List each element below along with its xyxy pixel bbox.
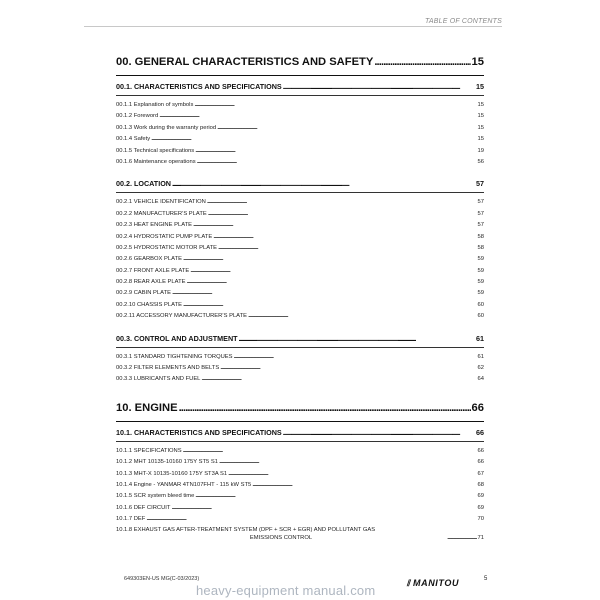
section-page: 66 [476, 427, 484, 437]
toc-item[interactable] [116, 157, 484, 168]
toc-item[interactable] [116, 363, 484, 374]
item-page: 15 [477, 124, 484, 131]
toc-item[interactable] [116, 123, 484, 134]
item-page: 59 [477, 267, 484, 274]
item-page: 15 [477, 136, 484, 143]
toc-item[interactable] [116, 266, 484, 277]
leader-dots [183, 300, 477, 311]
item-page: 59 [477, 279, 484, 286]
section-page: 15 [476, 82, 484, 91]
leader-dots [239, 334, 475, 343]
section-title: 00.2. LOCATION [116, 179, 171, 189]
leader-dots [171, 503, 476, 514]
section-title: 00.3. CONTROL AND ADJUSTMENT [116, 333, 238, 343]
page-number: 5 [484, 576, 488, 582]
item-page: 59 [477, 290, 484, 297]
item-page: 69 [477, 493, 484, 500]
leader-dots [195, 491, 476, 502]
toc-item[interactable] [116, 134, 484, 145]
leader-dots [183, 446, 477, 457]
document-code: 649303EN-US MG(C-03/2023) [124, 576, 200, 582]
leader-dots [197, 157, 477, 168]
toc-item[interactable] [116, 300, 484, 311]
leader-dots [179, 402, 471, 414]
logo-text: MANITOU [413, 578, 460, 588]
item-page: 71 [477, 534, 484, 541]
chapter-page: 66 [471, 401, 484, 414]
spacer [116, 386, 484, 398]
leader-dots [248, 311, 477, 322]
item-label: 00.2.5 HYDROSTATIC MOTOR PLATE [116, 244, 218, 251]
item-page: 59 [477, 256, 484, 263]
toc-item[interactable] [116, 197, 484, 208]
leader-dots [234, 352, 477, 363]
item-page: 15 [477, 113, 484, 120]
item-label: 00.1.4 Safety [116, 136, 151, 143]
item-label: 00.2.9 CABIN PLATE [116, 290, 171, 297]
item-page: 56 [477, 158, 484, 165]
chapter-title: 00. GENERAL CHARACTERISTICS AND SAFETY [116, 56, 374, 68]
leader-dots [283, 82, 475, 91]
leader-dots [252, 480, 476, 491]
item-label: 10.1.5 SCR system bleed time [116, 493, 195, 500]
item-page: 57 [477, 199, 484, 206]
section-divider [116, 441, 484, 442]
item-label: 00.3.3 LUBRICANTS AND FUEL [116, 376, 201, 383]
header-title: TABLE OF CONTENTS [421, 18, 502, 25]
toc-chapter-00[interactable] [116, 56, 484, 72]
item-label: 00.2.6 GEARBOX PLATE [116, 256, 182, 263]
leader-dots [208, 209, 477, 220]
item-page: 70 [477, 516, 484, 523]
item-page: 66 [477, 447, 484, 454]
toc-item[interactable] [116, 446, 484, 457]
section-page: 61 [476, 333, 484, 343]
leader-dots [172, 179, 475, 188]
leader-dots [217, 123, 476, 134]
item-page: 66 [477, 459, 484, 466]
item-label: 10.1.3 MHT-X 10135-10160 175Y ST3A S1 [116, 470, 228, 477]
toc-item[interactable] [116, 514, 484, 525]
item-label: 00.2.4 HYDROSTATIC PUMP PLATE [116, 233, 213, 240]
item-label: 10.1.7 DEF [116, 516, 146, 523]
leader-dots [172, 288, 477, 299]
website-watermark: heavy-equipment manual.com [196, 583, 376, 598]
toc-item[interactable] [116, 254, 484, 265]
toc-item[interactable] [116, 469, 484, 480]
leader-dots [219, 457, 477, 468]
toc-item[interactable] [116, 491, 484, 502]
manitou-logo [407, 576, 459, 590]
toc-item[interactable] [116, 146, 484, 157]
toc-item[interactable] [116, 480, 484, 491]
item-label: 00.1.6 Maintenance operations [116, 158, 196, 165]
item-label: 10.1.4 Engine - YANMAR 4TN107FHT - 115 kW ST5 [116, 481, 252, 488]
toc-item[interactable] [116, 232, 484, 243]
toc-item[interactable] [116, 311, 484, 322]
header-rule [84, 26, 502, 27]
item-label: 10.1.1 SPECIFICATIONS [116, 447, 182, 454]
section-divider [116, 347, 484, 348]
spacer [116, 168, 484, 175]
chapter-divider [116, 75, 484, 76]
item-page: 19 [477, 147, 484, 154]
leader-dots [374, 56, 470, 68]
toc-item[interactable] [116, 374, 484, 385]
leader-dots [201, 374, 476, 385]
section-divider [116, 95, 484, 96]
chapter-divider [116, 421, 484, 422]
toc-item[interactable] [116, 100, 484, 111]
item-page: 57 [477, 210, 484, 217]
leader-dots [146, 514, 476, 525]
item-page: 60 [477, 301, 484, 308]
item-label-line2: EMISSIONS CONTROL [249, 534, 313, 541]
item-page: 64 [477, 376, 484, 383]
item-page: 61 [477, 353, 484, 360]
toc-section-10-1[interactable] [116, 428, 484, 439]
leader-dots [193, 220, 477, 231]
logo-mark-icon: ⫽ [407, 577, 412, 588]
item-label: 10.1.6 DEF CIRCUIT [116, 504, 171, 511]
chapter-page: 15 [471, 56, 484, 68]
leader-dots [283, 428, 475, 437]
leader-dots [183, 254, 477, 265]
section-page: 57 [476, 179, 484, 189]
toc-section-00-2[interactable] [116, 179, 484, 190]
toc-item[interactable] [116, 288, 484, 299]
item-page: 58 [477, 233, 484, 240]
toc-item[interactable] [116, 209, 484, 220]
leader-dots [194, 100, 476, 111]
item-label: 00.1.5 Technical specifications [116, 147, 195, 154]
item-label: 00.2.2 MANUFACTURER’S PLATE [116, 210, 207, 217]
item-label [116, 526, 446, 542]
section-title: 10.1. CHARACTERISTICS AND SPECIFICATIONS [116, 427, 282, 437]
leader-dots [218, 243, 477, 254]
toc-section-00-1[interactable] [116, 82, 484, 93]
leader-dots [190, 266, 476, 277]
leader-dots [159, 111, 476, 122]
item-label: 00.2.3 HEAT ENGINE PLATE [116, 222, 193, 229]
item-page: 67 [477, 470, 484, 477]
leader-dots [187, 277, 477, 288]
leader-dots [207, 197, 477, 208]
item-page: 69 [477, 504, 484, 511]
leader-dots [151, 134, 476, 145]
leader-dots [220, 363, 476, 374]
leader-dots [213, 232, 476, 243]
leader-dots [447, 534, 477, 542]
item-label: 00.1.2 Foreword [116, 113, 159, 120]
item-page: 15 [477, 102, 484, 108]
item-label: 00.2.8 REAR AXLE PLATE [116, 279, 186, 286]
item-label: 00.2.7 FRONT AXLE PLATE [116, 267, 190, 274]
toc-item[interactable] [116, 526, 484, 542]
table-of-contents [116, 52, 484, 542]
item-page: 57 [477, 222, 484, 229]
item-page: 58 [477, 244, 484, 251]
item-label: 00.3.1 STANDARD TIGHTENING TORQUES [116, 353, 233, 360]
toc-item[interactable] [116, 352, 484, 363]
section-divider [116, 192, 484, 193]
toc-item[interactable] [116, 220, 484, 231]
item-label: 00.2.1 VEHICLE IDENTIFICATION [116, 199, 206, 206]
item-label: 00.3.2 FILTER ELEMENTS AND BELTS [116, 365, 220, 372]
toc-item[interactable] [116, 111, 484, 122]
toc-item[interactable] [116, 243, 484, 254]
toc-chapter-10[interactable] [116, 402, 484, 418]
item-page: 60 [477, 313, 484, 320]
toc-item[interactable] [116, 457, 484, 468]
toc-item[interactable] [116, 277, 484, 288]
spacer [116, 323, 484, 330]
leader-dots [195, 146, 476, 157]
item-label: 00.2.10 CHASSIS PLATE [116, 301, 182, 308]
item-page: 62 [477, 365, 484, 372]
toc-item[interactable] [116, 503, 484, 514]
leader-dots [228, 469, 476, 480]
item-label: 00.1.1 Explanation of symbols [116, 102, 194, 108]
item-label: 00.2.11 ACCESSORY MANUFACTURER’S PLATE [116, 313, 248, 320]
item-label: 00.1.3 Work during the warranty period [116, 124, 217, 131]
item-page: 68 [477, 481, 484, 488]
item-label: 10.1.2 MHT 10135-10160 175Y ST5 S1 [116, 459, 218, 466]
section-title: 00.1. CHARACTERISTICS AND SPECIFICATIONS [116, 82, 282, 91]
item-label-line1: 10.1.8 EXHAUST GAS AFTER-TREATMENT SYSTEM (DPF + SCR + EGR) AND POLLUTANT GAS [116, 526, 376, 533]
toc-section-00-3[interactable] [116, 334, 484, 345]
chapter-title: 10. ENGINE [116, 401, 178, 414]
